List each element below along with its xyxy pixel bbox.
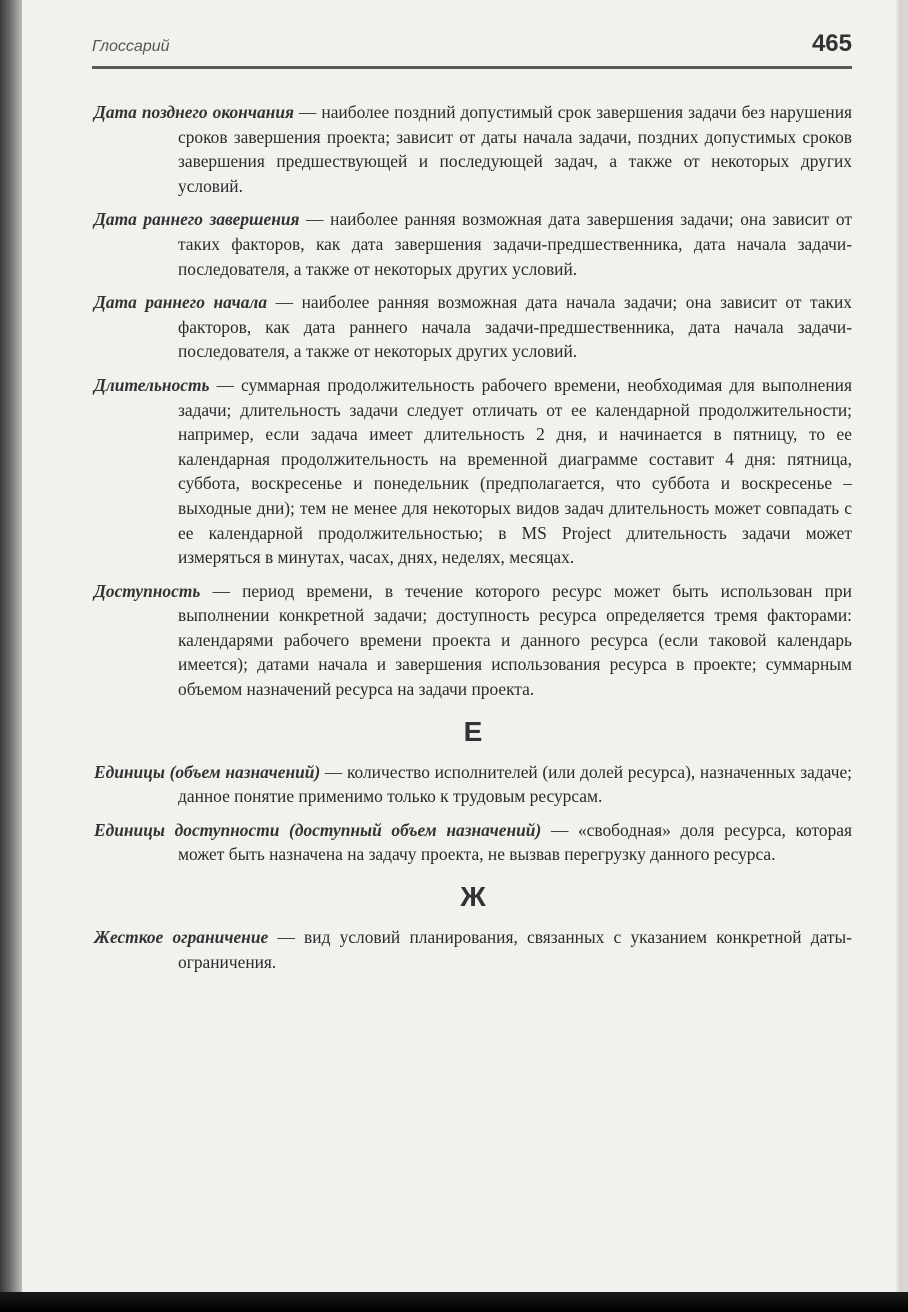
page-edge xyxy=(896,0,902,1292)
dash: — xyxy=(275,292,293,313)
page-number: 465 xyxy=(811,30,852,57)
glossary-term: Дата позднего окончания xyxy=(94,102,294,122)
scan-bottom-edge xyxy=(0,1292,908,1312)
running-head: Глоссарий xyxy=(92,38,170,55)
dash: — xyxy=(324,761,343,782)
section-letter-e: Е xyxy=(463,715,483,747)
glossary-entry xyxy=(94,579,852,702)
glossary-entry xyxy=(94,100,852,198)
glossary-definition: вид условий планирования, связанных с указанием конкретной даты-ограничения. xyxy=(178,927,852,972)
glossary-definition: количество исполнителей (или долей ресурса), назначенных задаче; данное понятие применимо только к трудовым ресурсам. xyxy=(178,761,852,807)
glossary-entry xyxy=(94,373,852,570)
glossary-term: Жесткое ограничение xyxy=(94,927,269,948)
dash: — xyxy=(212,580,230,601)
glossary-definition: наиболее поздний допустимый срок завершения задачи без нарушения сроков завершения проекта; зависит от даты начала задачи, поздних допустимых сроков завершения предшествующей и последующей задач, а также от некоторых других условий. xyxy=(178,102,853,196)
glossary-entry xyxy=(94,207,852,281)
glossary-entry xyxy=(94,818,852,867)
dash: — xyxy=(550,819,569,840)
glossary-content xyxy=(94,100,852,983)
header-rule xyxy=(92,66,852,69)
glossary-term: Единицы (объем назначений) xyxy=(94,761,321,782)
glossary-entry xyxy=(94,290,852,364)
dash: — xyxy=(216,374,234,395)
glossary-definition: наиболее ранняя возможная дата завершения задачи; она зависит от таких факторов, как дата завершения задачи-предшественника, дата начала задачи-последователя, а также от некоторых других условий. xyxy=(178,209,852,279)
glossary-definition: суммарная продолжительность рабочего времени, необходимая для выполнения задачи; длительность задачи следует отличать от ее календарной продолжительности; например, если задача имеет длительность 2 дня, и начинается в пятницу, то ее календарная продолжительность на временной диаграмме составит 4 дня: пятница, суббота, воскресенье и понедельник (предполагается, что суббота и воскресенье – выходные дни); тем не менее для некоторых видов задач длительность может совпадать с ее календарной продолжительностью; в MS Project длительность задачи может измеряться в минутах, часах, днях, неделях, месяцах. xyxy=(178,374,852,568)
dash: — xyxy=(298,102,317,122)
book-spine-shadow xyxy=(0,0,22,1312)
glossary-term: Дата раннего завершения xyxy=(94,209,300,230)
glossary-term: Длительность xyxy=(94,374,210,395)
glossary-definition: период времени, в течение которого ресурс может быть использован при выполнении конкретной задачи; доступность ресурса определяется тремя факторами: календарями рабочего времени проекта и данного ресурса (если таковой календарь имеется); датами начала и завершения использования ресурса в проекте; суммарным объемом назначений ресурса на задачи проекта. xyxy=(178,580,852,700)
glossary-term: Дата раннего начала xyxy=(94,292,268,313)
glossary-term: Единицы доступности (доступный объем назначений) xyxy=(94,819,542,840)
dash: — xyxy=(277,927,295,948)
glossary-entry xyxy=(94,925,852,974)
glossary-term: Доступность xyxy=(94,580,201,601)
glossary-entry xyxy=(94,760,852,809)
section-letter-zh: Ж xyxy=(460,881,486,913)
glossary-definition: наиболее ранняя возможная дата начала задачи; она зависит от таких факторов, как дата раннего начала задачи-предшественника, дата начала задачи-последователя, а также от некоторых других условий. xyxy=(178,292,852,362)
dash: — xyxy=(306,209,324,230)
page-header xyxy=(92,30,852,64)
glossary-definition: «свободная» доля ресурса, которая может быть назначена на задачу проекта, не вызвав перегрузку данного ресурса. xyxy=(178,819,852,865)
